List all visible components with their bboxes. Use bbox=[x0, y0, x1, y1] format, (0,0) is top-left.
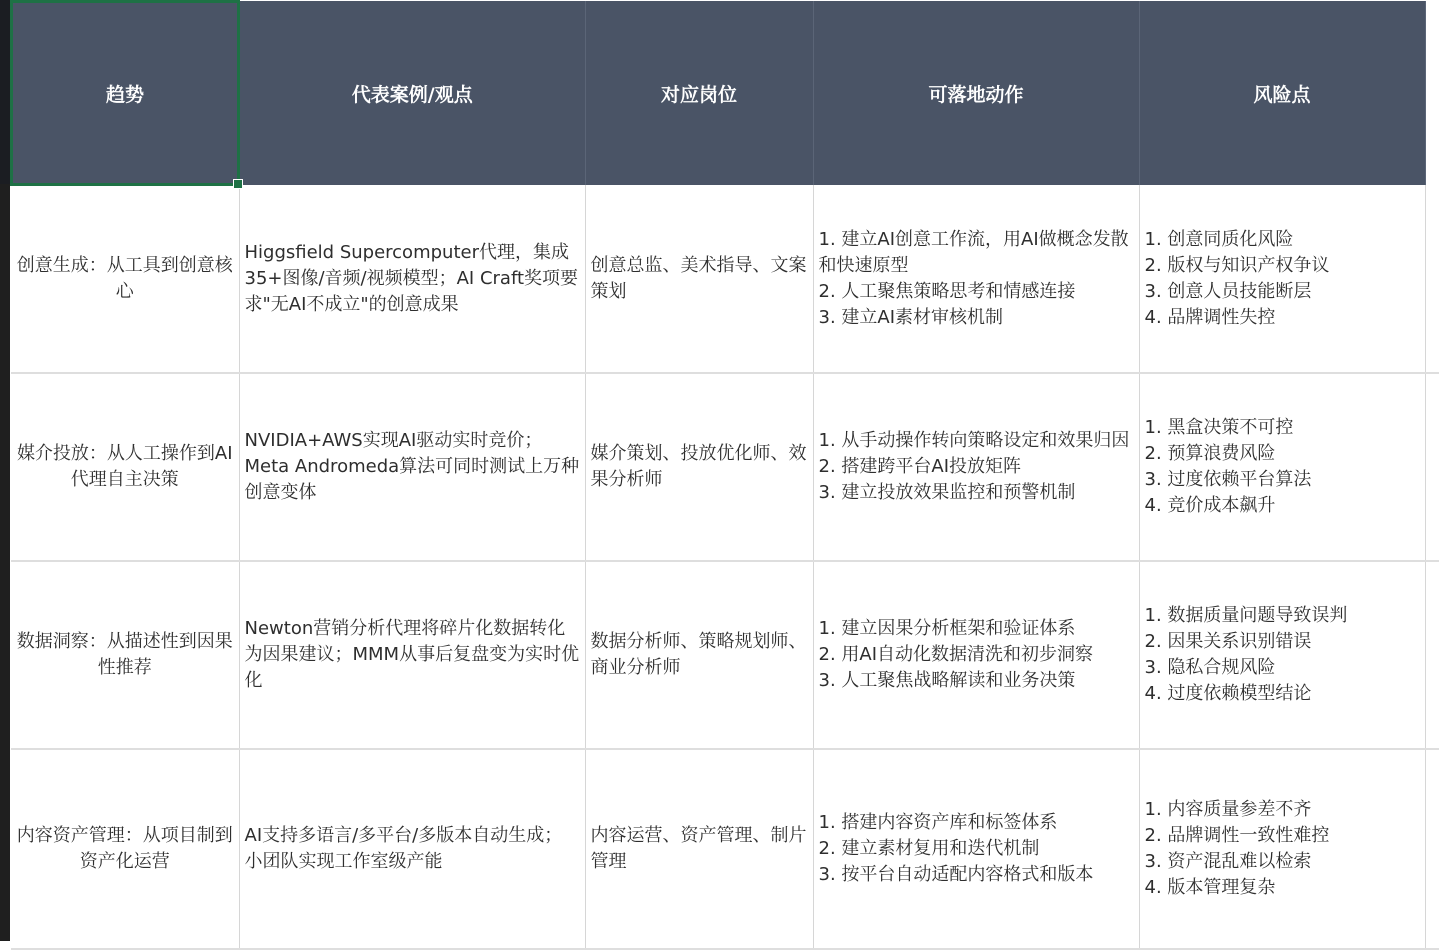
table-row bbox=[11, 373, 1439, 561]
trend-cell[interactable]: 内容资产管理：从项目制到资产化运营 bbox=[11, 749, 239, 949]
risk-item: 2. 因果关系识别错误 bbox=[1144, 631, 1312, 652]
risk-item: 2. 版权与知识产权争议 bbox=[1144, 254, 1330, 276]
action-item: 1. 建立AI创意工作流，用AI做概念发散和快速原型 bbox=[818, 228, 1129, 276]
action-item: 3. 建立AI素材审核机制 bbox=[818, 306, 1004, 328]
header-label: 风险点 bbox=[1253, 83, 1311, 106]
action-item: 3. 按平台自动适配内容格式和版本 bbox=[818, 864, 1094, 885]
action-item: 3. 建立投放效果监控和预警机制 bbox=[818, 482, 1076, 503]
action-item: 1. 从手动操作转向策略设定和效果归因 bbox=[818, 430, 1130, 451]
risk-item: 1. 创意同质化风险 bbox=[1144, 228, 1294, 250]
actions-cell[interactable] bbox=[813, 373, 1139, 561]
spreadsheet-grid bbox=[10, 0, 1439, 941]
trend-cell[interactable]: 数据洞察：从描述性到因果性推荐 bbox=[11, 561, 239, 749]
empty-cell[interactable] bbox=[1425, 185, 1439, 373]
risk-item: 1. 数据质量问题导致误判 bbox=[1144, 605, 1348, 626]
table-row bbox=[11, 185, 1439, 373]
header-cell-roles[interactable] bbox=[585, 1, 813, 185]
risk-item: 4. 版本管理复杂 bbox=[1144, 877, 1276, 898]
action-item: 2. 人工聚焦策略思考和情感连接 bbox=[818, 280, 1076, 302]
table-row bbox=[11, 749, 1439, 949]
risk-item: 4. 过度依赖模型结论 bbox=[1144, 683, 1312, 704]
risk-item: 3. 隐私合规风险 bbox=[1144, 657, 1276, 678]
risk-item: 3. 资产混乱难以检索 bbox=[1144, 851, 1312, 872]
roles-cell[interactable]: 创意总监、美术指导、文案策划 bbox=[585, 185, 813, 373]
action-item: 3. 人工聚焦战略解读和业务决策 bbox=[818, 670, 1076, 691]
risk-item: 4. 品牌调性失控 bbox=[1144, 306, 1276, 328]
trend-table bbox=[10, 0, 1439, 950]
risk-item: 4. 竞价成本飙升 bbox=[1144, 495, 1276, 516]
header-row bbox=[11, 1, 1439, 185]
fill-handle[interactable] bbox=[233, 179, 243, 189]
action-item: 2. 用AI自动化数据清洗和初步洞察 bbox=[818, 644, 1094, 665]
cases-cell[interactable]: Newton营销分析代理将碎片化数据转化为因果建议；MMM从事后复盘变为实时优化 bbox=[239, 561, 585, 749]
actions-cell[interactable] bbox=[813, 561, 1139, 749]
cases-cell[interactable]: Higgsfield Supercomputer代理，集成35+图像/音频/视频模型；AI Craft奖项要求"无AI不成立"的创意成果 bbox=[239, 185, 585, 373]
row-header-strip bbox=[0, 0, 10, 941]
header-label: 趋势 bbox=[105, 83, 144, 106]
roles-cell[interactable]: 内容运营、资产管理、制片管理 bbox=[585, 749, 813, 949]
roles-cell[interactable]: 媒介策划、投放优化师、效果分析师 bbox=[585, 373, 813, 561]
empty-cell[interactable] bbox=[1425, 1, 1439, 185]
risk-item: 2. 预算浪费风险 bbox=[1144, 443, 1276, 464]
header-label: 可落地动作 bbox=[928, 83, 1024, 106]
table-row bbox=[11, 561, 1439, 749]
empty-cell[interactable] bbox=[1425, 561, 1439, 749]
risks-cell[interactable] bbox=[1139, 561, 1425, 749]
roles-cell[interactable]: 数据分析师、策略规划师、商业分析师 bbox=[585, 561, 813, 749]
risks-cell[interactable] bbox=[1139, 749, 1425, 949]
header-label: 代表案例/观点 bbox=[351, 83, 473, 106]
risks-cell[interactable] bbox=[1139, 185, 1425, 373]
empty-cell[interactable] bbox=[1425, 749, 1439, 949]
header-cell-trend[interactable] bbox=[11, 1, 239, 185]
action-item: 1. 搭建内容资产库和标签体系 bbox=[818, 812, 1058, 833]
actions-cell[interactable] bbox=[813, 185, 1139, 373]
trend-cell[interactable]: 媒介投放：从人工操作到AI代理自主决策 bbox=[11, 373, 239, 561]
risk-item: 3. 过度依赖平台算法 bbox=[1144, 469, 1312, 490]
cases-cell[interactable]: NVIDIA+AWS实现AI驱动实时竞价；Meta Andromeda算法可同时测试上万种创意变体 bbox=[239, 373, 585, 561]
risk-item: 3. 创意人员技能断层 bbox=[1144, 280, 1312, 302]
trend-cell[interactable]: 创意生成：从工具到创意核心 bbox=[11, 185, 239, 373]
risk-item: 2. 品牌调性一致性难控 bbox=[1144, 825, 1330, 846]
risk-item: 1. 黑盒决策不可控 bbox=[1144, 417, 1294, 438]
header-cell-risks[interactable] bbox=[1139, 1, 1425, 185]
risk-item: 1. 内容质量参差不齐 bbox=[1144, 799, 1312, 820]
header-cell-actions[interactable] bbox=[813, 1, 1139, 185]
actions-cell[interactable] bbox=[813, 749, 1139, 949]
header-label: 对应岗位 bbox=[660, 83, 737, 106]
corner-cell bbox=[0, 0, 10, 184]
empty-cell[interactable] bbox=[1425, 373, 1439, 561]
action-item: 2. 建立素材复用和迭代机制 bbox=[818, 838, 1040, 859]
risks-cell[interactable] bbox=[1139, 373, 1425, 561]
cases-cell[interactable]: AI支持多语言/多平台/多版本自动生成；小团队实现工作室级产能 bbox=[239, 749, 585, 949]
action-item: 1. 建立因果分析框架和验证体系 bbox=[818, 618, 1076, 639]
header-cell-cases[interactable] bbox=[239, 1, 585, 185]
action-item: 2. 搭建跨平台AI投放矩阵 bbox=[818, 456, 1022, 477]
